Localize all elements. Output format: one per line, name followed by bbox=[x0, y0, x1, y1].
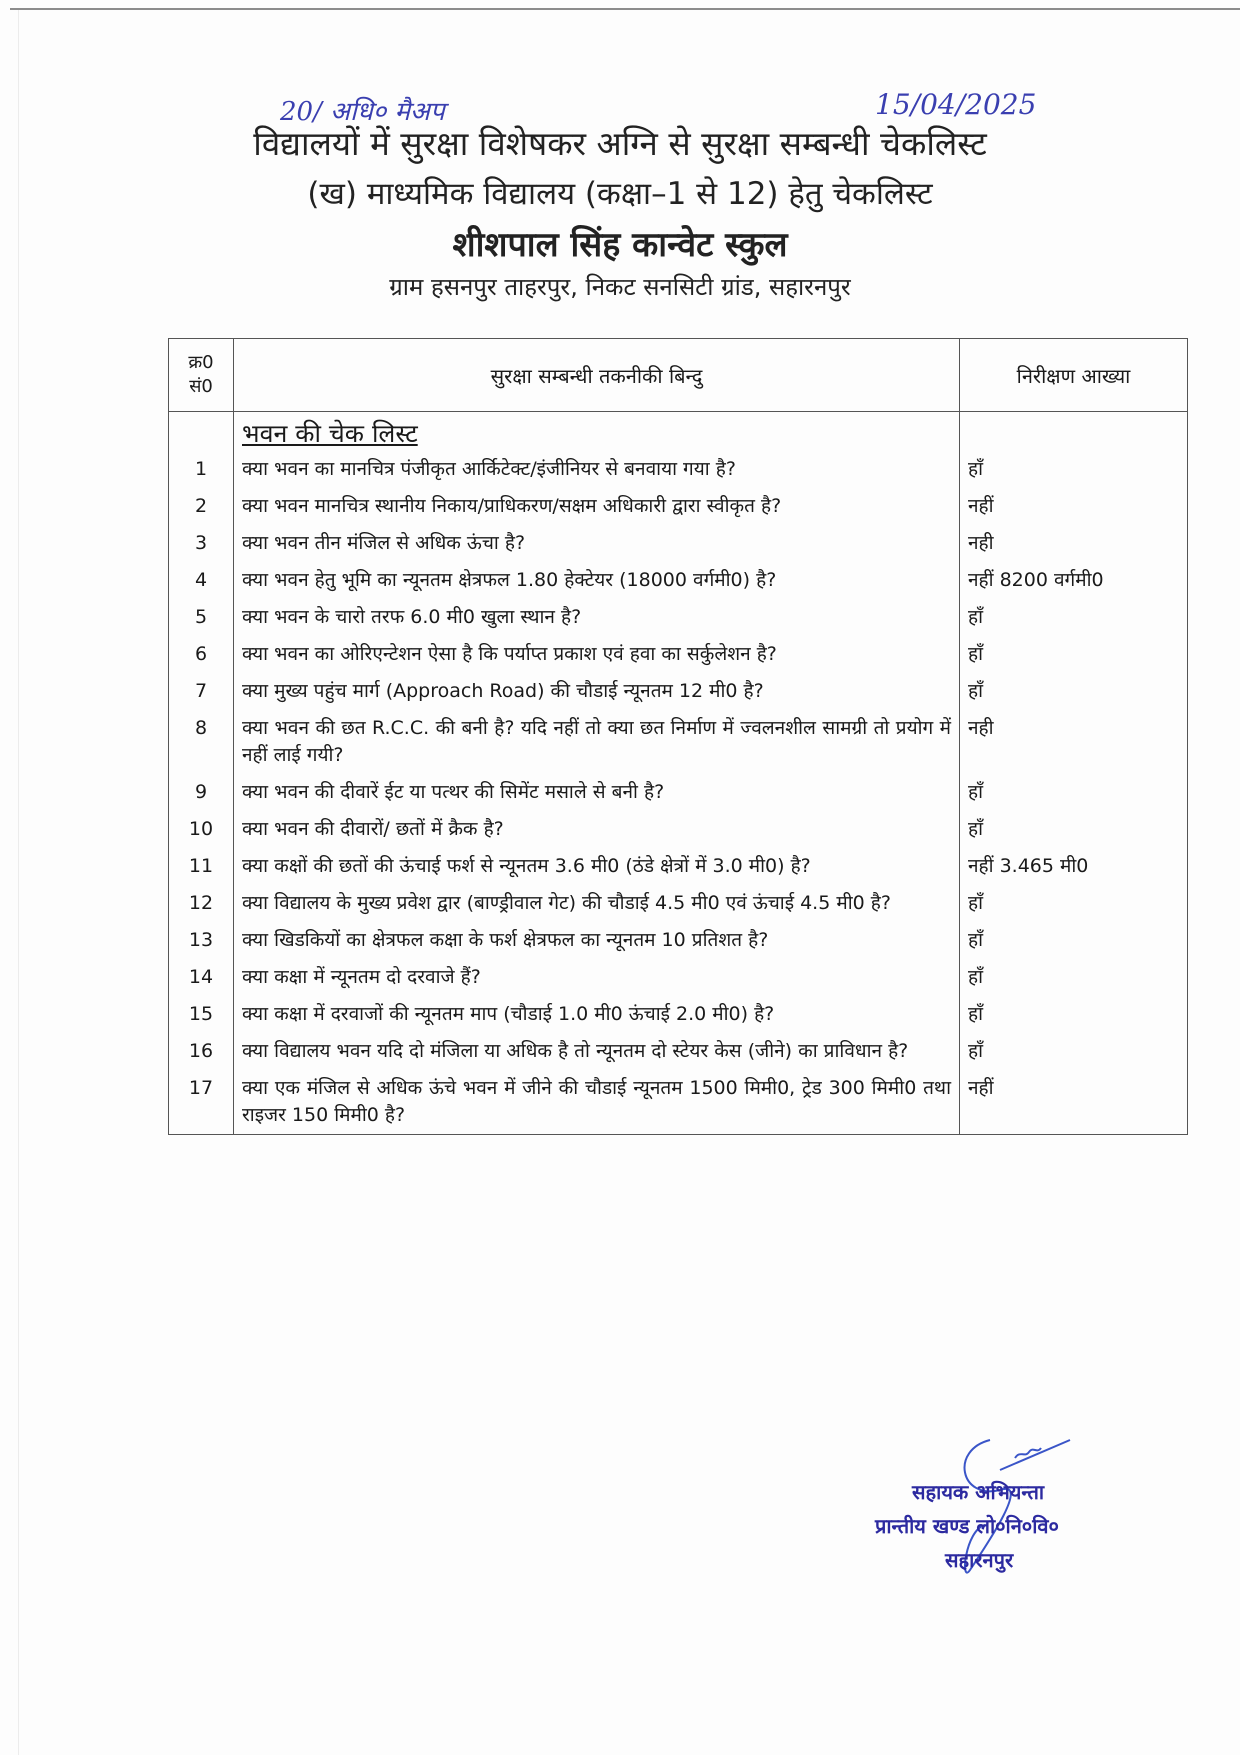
scan-top-edge bbox=[10, 8, 1240, 10]
row-remark: हाँ bbox=[960, 811, 1188, 848]
row-remark: हाँ bbox=[960, 451, 1188, 488]
row-point: क्या कक्षा में दरवाजों की न्यूनतम माप (चौडाई 1.0 मी0 ऊंचाई 2.0 मी0) है? bbox=[234, 996, 960, 1033]
document-title: विद्यालयों में सुरक्षा विशेषकर अग्नि से सुरक्षा सम्बन्धी चेकलिस्ट bbox=[253, 124, 987, 163]
column-header-serial: क्र0 सं0 bbox=[169, 339, 234, 412]
table-row bbox=[169, 599, 1188, 636]
row-point: क्या कक्षों की छतों की ऊंचाई फर्श से न्यूनतम 3.6 मी0 (ठंडे क्षेत्रों में 3.0 मी0) है? bbox=[234, 848, 960, 885]
table-row bbox=[169, 710, 1188, 774]
row-serial: 17 bbox=[169, 1070, 234, 1135]
row-remark: हाँ bbox=[960, 922, 1188, 959]
row-serial: 15 bbox=[169, 996, 234, 1033]
row-point: क्या भवन तीन मंजिल से अधिक ऊंचा है? bbox=[234, 525, 960, 562]
table-row bbox=[169, 562, 1188, 599]
row-remark: हाँ bbox=[960, 774, 1188, 811]
row-serial: 9 bbox=[169, 774, 234, 811]
row-point: क्या भवन की दीवारों/ छतों में क्रैक है? bbox=[234, 811, 960, 848]
table-row bbox=[169, 811, 1188, 848]
table-row bbox=[169, 922, 1188, 959]
row-remark: नही bbox=[960, 710, 1188, 774]
document-subtitle: (ख) माध्यमिक विद्यालय (कक्षा–1 से 12) हेतु चेकलिस्ट bbox=[307, 176, 933, 212]
table-row bbox=[169, 1033, 1188, 1070]
table-row bbox=[169, 848, 1188, 885]
section-row bbox=[169, 412, 1188, 452]
table-row bbox=[169, 451, 1188, 488]
row-remark: नहीं 8200 वर्गमी0 bbox=[960, 562, 1188, 599]
row-serial: 5 bbox=[169, 599, 234, 636]
column-header-point: सुरक्षा सम्बन्धी तकनीकी बिन्दु bbox=[234, 339, 960, 412]
row-serial: 13 bbox=[169, 922, 234, 959]
row-serial: 14 bbox=[169, 959, 234, 996]
school-name: शीशपाल सिंह कान्वेट स्कुल bbox=[452, 225, 788, 265]
row-serial: 6 bbox=[169, 636, 234, 673]
row-point: क्या खिडकियों का क्षेत्रफल कक्षा के फर्श क्षेत्रफल का न्यूनतम 10 प्रतिशत है? bbox=[234, 922, 960, 959]
table-header-row bbox=[169, 339, 1188, 412]
table-row bbox=[169, 525, 1188, 562]
row-point: क्या भवन के चारो तरफ 6.0 मी0 खुला स्थान है? bbox=[234, 599, 960, 636]
table-row bbox=[169, 885, 1188, 922]
row-remark: हाँ bbox=[960, 996, 1188, 1033]
row-point: क्या विद्यालय भवन यदि दो मंजिला या अधिक है तो न्यूनतम दो स्टेयर केस (जीने) का प्राविधान है? bbox=[234, 1033, 960, 1070]
row-serial: 7 bbox=[169, 673, 234, 710]
handwritten-reference: 20/ अधि० मैअप bbox=[280, 97, 445, 127]
table-row bbox=[169, 488, 1188, 525]
row-remark: हाँ bbox=[960, 636, 1188, 673]
row-serial: 8 bbox=[169, 710, 234, 774]
table-row bbox=[169, 774, 1188, 811]
row-serial: 4 bbox=[169, 562, 234, 599]
row-remark: नहीं 3.465 मी0 bbox=[960, 848, 1188, 885]
row-point: क्या कक्षा में न्यूनतम दो दरवाजे हैं? bbox=[234, 959, 960, 996]
row-remark: हाँ bbox=[960, 959, 1188, 996]
row-point: क्या भवन मानचित्र स्थानीय निकाय/प्राधिकरण/सक्षम अधिकारी द्वारा स्वीकृत है? bbox=[234, 488, 960, 525]
row-remark: नहीं bbox=[960, 1070, 1188, 1135]
row-serial: 1 bbox=[169, 451, 234, 488]
section-title: भवन की चेक लिस्ट bbox=[234, 412, 960, 452]
row-serial: 12 bbox=[169, 885, 234, 922]
checklist-table bbox=[168, 338, 1188, 1135]
row-point: क्या विद्यालय के मुख्य प्रवेश द्वार (बाण्ड्रीवाल गेट) की चौडाई 4.5 मी0 एवं ऊंचाई 4.5 मी0 है? bbox=[234, 885, 960, 922]
handwritten-date: 15/04/2025 bbox=[875, 88, 1037, 121]
row-serial: 3 bbox=[169, 525, 234, 562]
row-point: क्या भवन का मानचित्र पंजीकृत आर्किटेक्ट/इंजीनियर से बनवाया गया है? bbox=[234, 451, 960, 488]
table-row bbox=[169, 636, 1188, 673]
row-serial: 11 bbox=[169, 848, 234, 885]
row-serial: 10 bbox=[169, 811, 234, 848]
row-point: क्या मुख्य पहुंच मार्ग (Approach Road) की चौडाई न्यूनतम 12 मी0 है? bbox=[234, 673, 960, 710]
row-point: क्या भवन की दीवारें ईट या पत्थर की सिमेंट मसाले से बनी है? bbox=[234, 774, 960, 811]
table-row bbox=[169, 959, 1188, 996]
row-point: क्या भवन का ओरिएन्टेशन ऐसा है कि पर्याप्त प्रकाश एवं हवा का सर्कुलेशन है? bbox=[234, 636, 960, 673]
row-remark: हाँ bbox=[960, 885, 1188, 922]
row-remark: हाँ bbox=[960, 599, 1188, 636]
signatory-office: प्रान्तीय खण्ड लो०नि०वि० bbox=[875, 1514, 1059, 1538]
table-row bbox=[169, 1070, 1188, 1135]
row-remark: नही bbox=[960, 525, 1188, 562]
signatory-designation: सहायक अभियन्ता bbox=[912, 1480, 1045, 1504]
row-remark: हाँ bbox=[960, 1033, 1188, 1070]
table-row bbox=[169, 996, 1188, 1033]
row-serial: 2 bbox=[169, 488, 234, 525]
row-serial: 16 bbox=[169, 1033, 234, 1070]
column-header-remark: निरीक्षण आख्या bbox=[960, 339, 1188, 412]
signatory-location: सहारनपुर bbox=[945, 1548, 1014, 1572]
row-point: क्या भवन हेतु भूमि का न्यूनतम क्षेत्रफल 1.80 हेक्टेयर (18000 वर्गमी0) है? bbox=[234, 562, 960, 599]
row-point: क्या भवन की छत R.C.C. की बनी है? यदि नहीं तो क्या छत निर्माण में ज्वलनशील सामग्री तो प्रयोग में नहीं लाई गयी? bbox=[234, 710, 960, 774]
school-address: ग्राम हसनपुर ताहरपुर, निकट सनसिटी ग्रांड, सहारनपुर bbox=[389, 273, 851, 301]
row-point: क्या एक मंजिल से अधिक ऊंचे भवन में जीने की चौडाई न्यूनतम 1500 मिमी0, ट्रेड 300 मिमी0 तथा राइजर 150 मिमी0 है? bbox=[234, 1070, 960, 1135]
row-remark: हाँ bbox=[960, 673, 1188, 710]
table-row bbox=[169, 673, 1188, 710]
row-remark: नहीं bbox=[960, 488, 1188, 525]
